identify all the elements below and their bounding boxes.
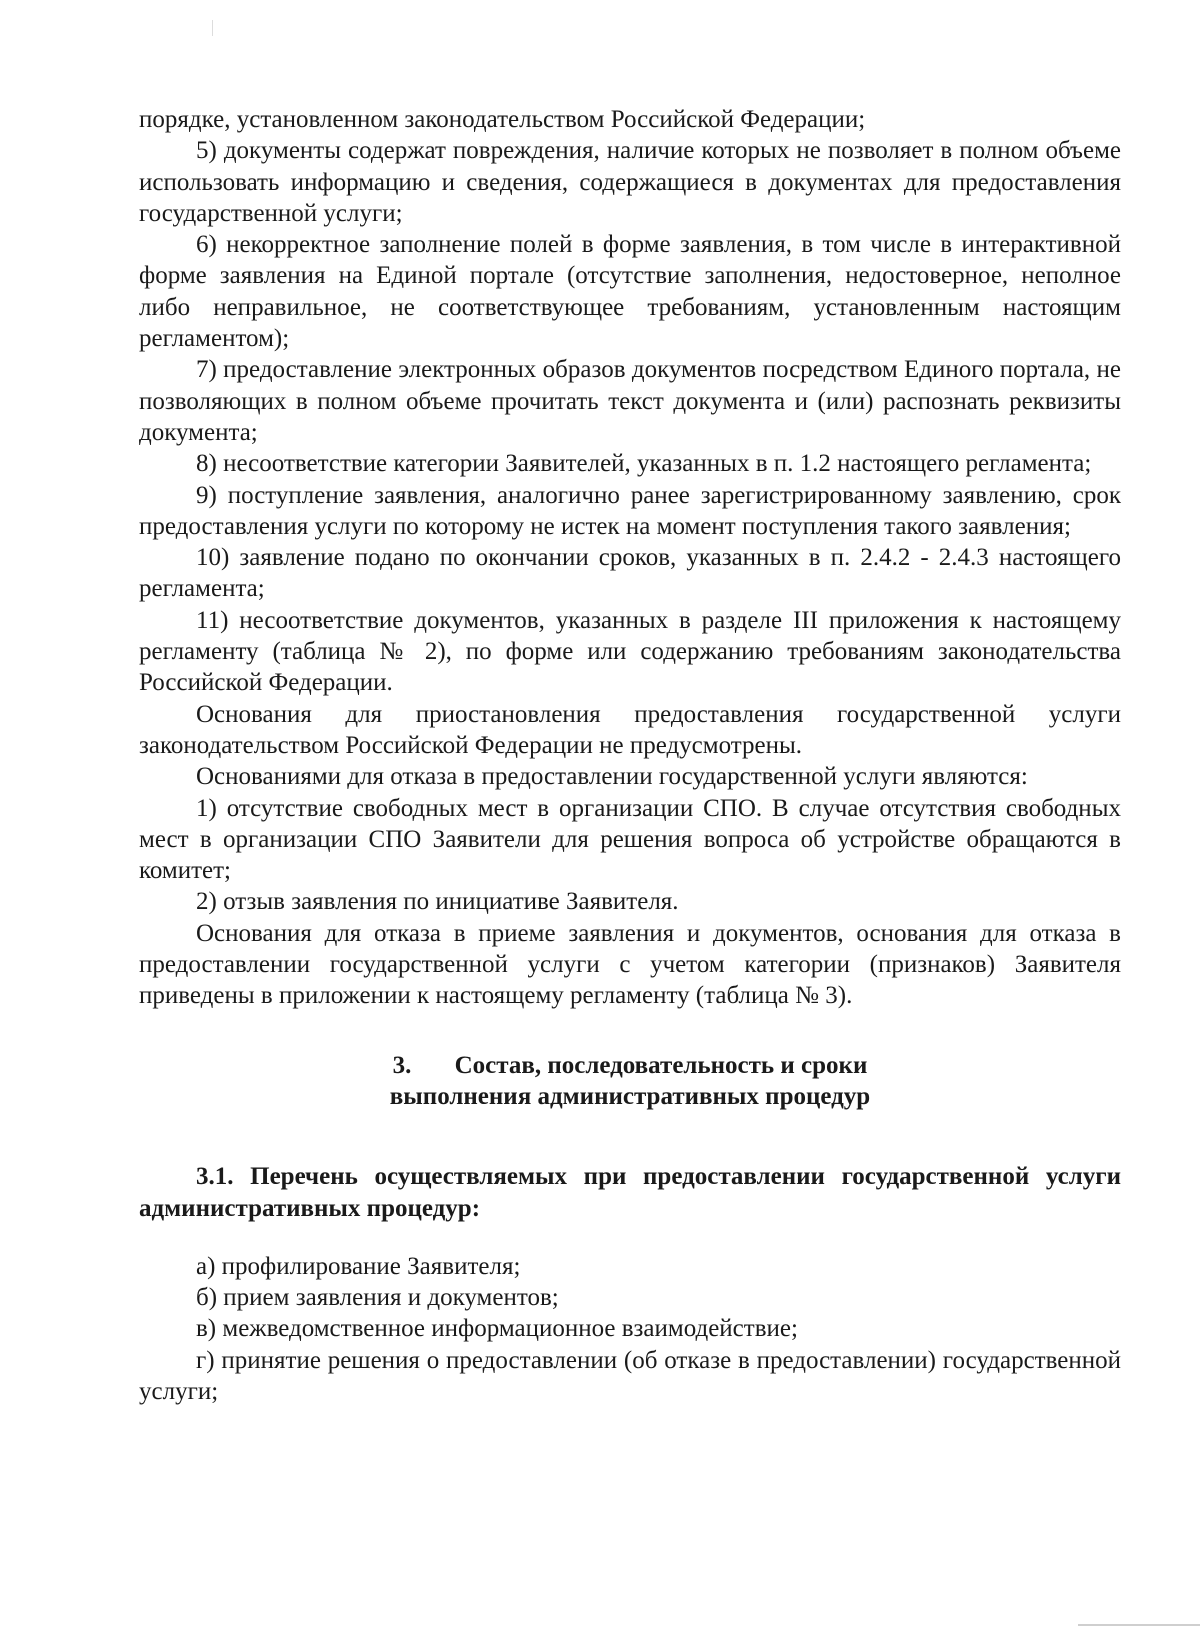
paragraph: 5) документы содержат повреждения, наличие которых не позволяет в полном объеме использовать информацию и сведения, содержащиеся в документах для предоставления государственной услуги;: [139, 137, 1121, 227]
paragraph: 6) некорректное заполнение полей в форме заявления, в том числе в интерактивной форме заявления на Единой портале (отсутствие заполнения, недостоверное, неполное либо неправильное, не соответствующее требованиям, установленным настоящим регламентом);: [139, 231, 1121, 353]
paragraph: порядке, установленном законодательством Российской Федерации;: [139, 106, 866, 133]
paragraph: 8) несоответствие категории Заявителей, указанных в п. 1.2 настоящего регламента;: [196, 450, 1092, 478]
section-number: 3.: [392, 1051, 412, 1079]
section-heading: [139, 1050, 1121, 1112]
paragraph: Основаниями для отказа в предоставлении государственной услуги являются:: [196, 763, 1028, 791]
paragraph: Основания для отказа в приеме заявления и документов, основания для отказа в предоставлении государственной услуги с учетом категории (признаков) Заявителя приведены в приложении к настоящему регламенту (таблица № 3).: [139, 919, 1121, 1010]
list-item: г) принятие решения о предоставлении (об отказе в предоставлении) государственной услуги;: [139, 1346, 1121, 1405]
paragraph: 1) отсутствие свободных мест в организации СПО. В случае отсутствия свободных мест в организации СПО Заявители для решения вопроса об устройстве обращаются в комитет;: [139, 794, 1121, 885]
list-item: б) прием заявления и документов;: [196, 1283, 559, 1311]
document-page: [139, 104, 1121, 1407]
section-heading-line1: [139, 1050, 1121, 1081]
list-item: в) межведомственное информационное взаимодействие;: [196, 1315, 798, 1343]
paragraph: 11) несоответствие документов, указанных в разделе III приложения к настоящему регламенту (таблица № 2), по форме или содержанию требованиям законодательства Российской Федерации.: [139, 606, 1121, 697]
paragraph: 2) отзыв заявления по инициативе Заявителя.: [196, 888, 679, 916]
paragraph: 9) поступление заявления, аналогично ранее зарегистрированному заявлению, срок предоставления услуги по которому не истек на момент поступления такого заявления;: [139, 481, 1121, 540]
section-title-line2: выполнения административных процедур: [389, 1082, 871, 1110]
subsection-heading: 3.1. Перечень осуществляемых при предоставлении государственной услуги административных процедур:: [139, 1162, 1121, 1222]
list-item: а) профилирование Заявителя;: [196, 1252, 521, 1280]
scan-artifact-top: [212, 20, 213, 36]
paragraph: 7) предоставление электронных образов документов посредством Единого портала, не позволяющих в полном объеме прочитать текст документа и (или) распознать реквизиты документа;: [139, 356, 1121, 446]
scan-artifact-bottom: [1078, 1624, 1200, 1626]
section-title-line1: Состав, последовательность и сроки: [454, 1051, 868, 1079]
paragraph: Основания для приостановления предоставления государственной услуги законодательством Российской Федерации не предусмотрены.: [139, 700, 1121, 759]
paragraph: 10) заявление подано по окончании сроков, указанных в п. 2.4.2 - 2.4.3 настоящего регламента;: [139, 544, 1121, 603]
